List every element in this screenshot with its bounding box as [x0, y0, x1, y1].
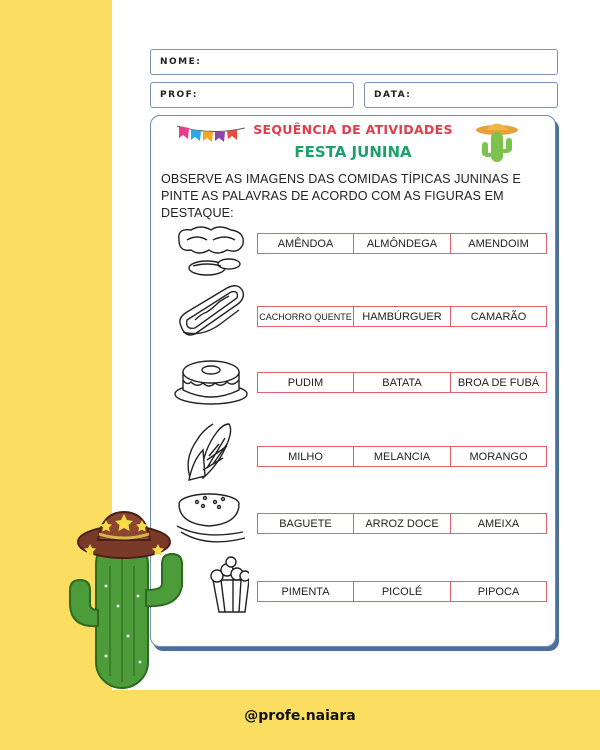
word-row: [257, 372, 547, 393]
word-option[interactable]: PUDIM: [257, 372, 354, 393]
word-option[interactable]: PICOLÉ: [353, 581, 451, 602]
word-option[interactable]: CAMARÃO: [450, 306, 547, 327]
word-row: [257, 233, 547, 254]
word-row: [257, 306, 547, 327]
word-option[interactable]: MELANCIA: [353, 446, 451, 467]
corn-image: [173, 420, 249, 484]
word-row: [257, 581, 547, 602]
teacher-field[interactable]: [150, 82, 354, 108]
date-field[interactable]: [364, 82, 558, 108]
word-option[interactable]: ALMÔNDEGA: [353, 233, 451, 254]
activity-title: SEQUÊNCIA DE ATIVIDADES: [253, 122, 453, 137]
word-option[interactable]: MILHO: [257, 446, 354, 467]
hotdog-image: [173, 280, 249, 344]
word-option[interactable]: ARROZ DOCE: [353, 513, 451, 534]
word-row: [257, 513, 547, 534]
word-option[interactable]: PIMENTA: [257, 581, 354, 602]
teacher-label: PROF:: [160, 90, 198, 100]
word-option[interactable]: CACHORRO QUENTE: [257, 306, 354, 327]
cake-image: [173, 350, 249, 414]
author-handle: @profe.naiara: [244, 708, 356, 724]
word-option[interactable]: AMÊNDOA: [257, 233, 354, 254]
activity-subtitle: FESTA JUNINA: [294, 143, 412, 161]
word-option[interactable]: BATATA: [353, 372, 451, 393]
date-label: DATA:: [374, 90, 412, 100]
cactus-mascot-icon: [62, 506, 212, 692]
word-option[interactable]: BROA DE FUBÁ: [450, 372, 547, 393]
peanut-image: [173, 218, 249, 282]
word-option[interactable]: PIPOCA: [450, 581, 547, 602]
word-option[interactable]: BAGUETE: [257, 513, 354, 534]
name-field[interactable]: [150, 49, 558, 75]
cactus-sombrero-icon: [471, 120, 519, 164]
word-option[interactable]: AMENDOIM: [450, 233, 547, 254]
name-label: NOME:: [160, 57, 202, 67]
instructions-text: OBSERVE AS IMAGENS DAS COMIDAS TÍPICAS JUNINAS E PINTE AS PALAVRAS DE ACORDO COM AS FIGURAS EM DESTAQUE:: [161, 172, 521, 220]
word-option[interactable]: MORANGO: [450, 446, 547, 467]
word-option[interactable]: AMEIXA: [450, 513, 547, 534]
word-row: [257, 446, 547, 467]
word-option[interactable]: HAMBÚRGUER: [353, 306, 451, 327]
